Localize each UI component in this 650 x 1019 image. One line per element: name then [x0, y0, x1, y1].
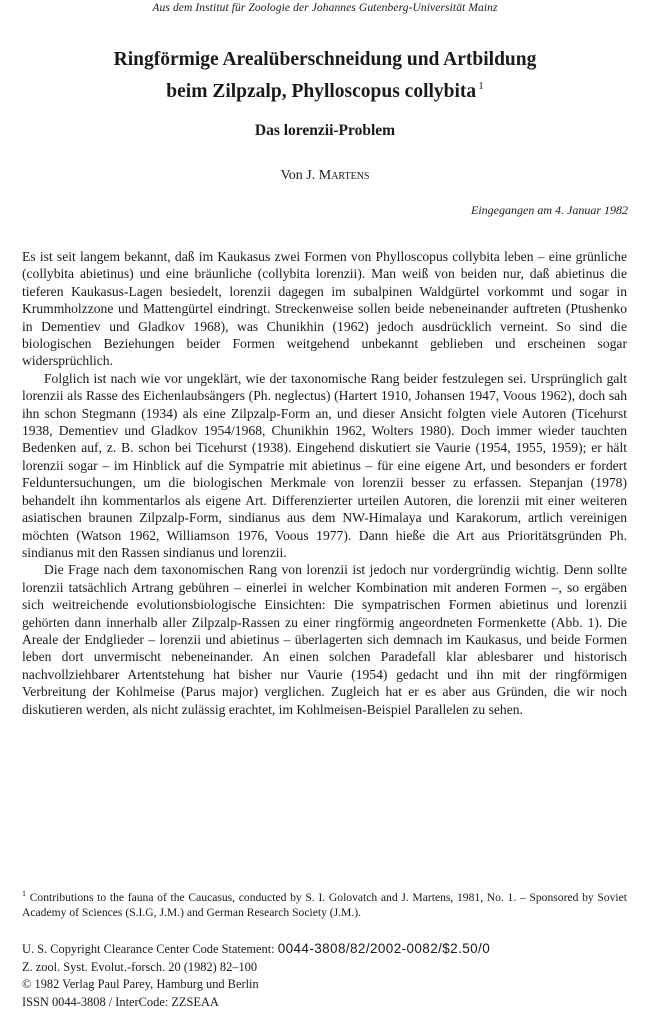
issn-line: ISSN 0044-3808 / InterCode: ZZSEAA — [22, 994, 219, 1009]
footnote — [22, 886, 627, 920]
article-title — [0, 46, 650, 105]
journal-citation: Z. zool. Syst. Evolut.-forsch. 20 (1982) 82–100 — [22, 959, 258, 974]
title-line-1: Ringförmige Arealüberschneidung und Artbildung — [113, 49, 537, 70]
article-subtitle: Das lorenzii-Problem — [254, 122, 396, 139]
author-line — [0, 168, 650, 184]
clearance-code: 0044-3808/82/2002-0082/$2.50/0 — [277, 941, 491, 956]
institute-header: Aus dem Institut für Zoologie der Johannes Gutenberg-Universität Mainz — [152, 2, 498, 14]
copyright-block — [22, 940, 627, 1011]
publisher-line: © 1982 Verlag Paul Parey, Hamburg und Berlin — [22, 977, 259, 992]
clearance-line — [22, 940, 627, 959]
footnote-mark: 1 — [22, 889, 26, 898]
received-date: Eingegangen am 4. Januar 1982 — [471, 203, 628, 217]
title-footnote-mark: 1 — [478, 80, 484, 92]
paragraph-2: Folglich ist nach wie vor ungeklärt, wie der taxonomische Rang beider festzulegen sei. Ursprünglich galt lorenzii als Rasse des Eichenlaubsängers (Ph. neglectus) (Hartert 1910, Johansen 1947, Voous 1962), doch sah ihn schon Stegmann (1934) als eine Zilpzalp-Form an, und dieser Ansicht folgten viele Autoren (Ticehurst 1938, Dementiev und Gladkov 1954/1968, Chunikhin 1962, Wolters 1980). Doch immer wieder tauchten Bedenken auf, z. B. schon bei Ticehurst (1938). Eingehend diskutiert sie Vaurie (1954, 1955, 1959); er hält lorenzii sogar – im Hinblick auf die Sympatrie mit abietinus – für eine eigene Art, und besonders er fordert Felduntersuchungen, um die biologischen Merkmale von lorenzii besser zu erfassen. Stepanjan (1978) behandelt ihn kommentarlos als eigene Art. Differenzierter urteilen Autoren, die lorenzii mit einer weiteren asiatischen braunen Zilpzalp-Form, sindianus aus dem NW-Himalaya und Karakorum, artlich vereinigen möchten (Watson 1962, Williamson 1976, Voous 1977). Dann hieße die Art aus Prioritätsgründen Ph. sindianus mit den Rassen sindianus und lorenzii. — [22, 370, 627, 560]
footnote-text: Contributions to the fauna of the Caucasus, conducted by S. I. Golovatch and J. Martens, 1981, No. 1. – Sponsored by Soviet Academy of Sciences (S.I.G, J.M.) and German Research Society (J.M.). — [22, 890, 627, 919]
paragraph-3: Die Frage nach dem taxonomischen Rang von lorenzii ist jedoch nur vordergründig wichtig. Denn sollte lorenzii tatsächlich Artrang gebühren – einerlei in welcher Kombination mit anderen Formen –, so ergäben sich weitreichende evolutionsbiologische Einsichten: Die sympatrischen Formen abietinus und lorenzii gehörten dann innerhalb aller Zilpzalp-Rassen zu einer ringförmig angeordneten Formenkette (Abb. 1). Die Areale der Endglieder – lorenzii und abietinus – überlagerten sich demnach im Kaukasus, und beide Formen leben dort unvermischt nebeneinander. An einen solchen Paradefall klar ablesbarer und historisch nachvollziehbarer Artentstehung hat bisher nur Vaurie (1954) gedacht und ihn mit der ringförmigen Verbreitung der Kohlmeise (Parus major) verglichen. Zugleich hat er es aber aus Gründen, die wir noch diskutieren werden, als nicht zulässig erachtet, im Kohlmeisen-Beispiel Parallelen zu sehen. — [22, 562, 627, 717]
title-line-2-text: beim Zilpzalp, Phylloscopus collybita — [166, 81, 477, 102]
paragraph-1: Es ist seit langem bekannt, daß im Kaukasus zwei Formen von Phylloscopus collybita leben – eine grünliche (collybita abietinus) und eine bräunliche (collybita lorenzii). Man weiß von beiden nur, daß abietinus die tieferen Kaukasus-Lagen besiedelt, lorenzii dagegen im subalpinen Waldgürtel vorkommt und sogar in Krummholzzone und Mattengürtel eindringt. Streckenweise sollen beide nebeneinander auftreten (Ptushenko in Dementiev und Gladkov 1968), was Chunikhin (1962) jedoch ausdrücklich verneint. So sind die biologischen Beziehungen beider Formen weitgehend unbekannt geblieben und erscheinen sogar widersprüchlich. — [22, 249, 627, 369]
author-name: Martens — [318, 168, 370, 183]
clearance-label: U. S. Copyright Clearance Center Code Statement: — [22, 942, 275, 956]
author-prefix: Von J. — [280, 168, 319, 183]
article-body — [22, 248, 627, 718]
title-line-2 — [0, 73, 650, 105]
